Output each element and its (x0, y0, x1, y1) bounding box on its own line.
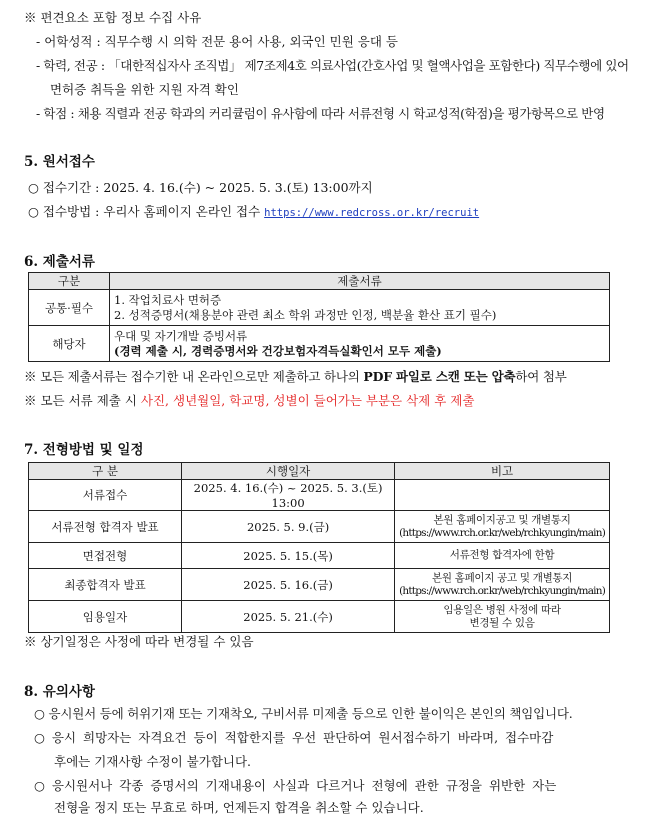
schedule-row (29, 601, 610, 633)
documents-note-redact-text: ※ 모든 서류 제출 시 (24, 393, 141, 408)
recruit-url-link[interactable]: https://www.redcross.or.kr/recruit (264, 207, 480, 219)
documents-note-pdf-text: ※ 모든 제출서류는 접수기한 내 온라인으로만 제출하고 하나의 (24, 369, 364, 384)
caution-item-2-cont: 후에는 기재사항 수정이 불가합니다. (54, 754, 252, 769)
documents-common-line-2: 2. 성적증명서(채용분야 관련 최소 학위 과정만 인정, 백분율 환산 표기 필수) (114, 307, 497, 322)
section-8-title: 8. 유의사항 (24, 684, 95, 700)
application-period: ○ 접수기간 : 2025. 4. 16.(수) ~ 2025. 5. 3.(토) 13:00까지 (28, 180, 373, 195)
caution-item-3: ○ 응시원서나 각종 증명서의 기재내용이 사실과 다르거나 전형에 관한 규정을 위반한 자는 (34, 778, 557, 793)
schedule-header-note: 비고 (395, 463, 610, 480)
documents-table (28, 272, 610, 362)
documents-row-applicable-label: 해당자 (29, 326, 110, 362)
schedule-row-name: 서류접수 (29, 480, 182, 511)
schedule-table (28, 462, 610, 633)
documents-applicable-line-1: 우대 및 자기개발 증빙서류 (114, 328, 248, 343)
schedule-row (29, 543, 610, 569)
documents-common-line-1: 1. 작업치료사 면허증 (114, 292, 222, 307)
schedule-note-line-1: 본원 홈페이지공고 및 개별통지 (433, 513, 571, 526)
schedule-header-category: 구 분 (29, 463, 182, 480)
schedule-row-date: 2025. 5. 21.(수) (182, 601, 395, 633)
schedule-note-line-1: 본원 홈페이지 공고 및 개별통지 (432, 571, 573, 584)
documents-note-pdf-emphasis: PDF 파일로 스캔 또는 압축 (363, 369, 516, 384)
documents-header-category: 구분 (29, 273, 110, 290)
schedule-row-name: 면접전형 (29, 543, 182, 569)
schedule-row (29, 480, 610, 511)
schedule-row-name: 임용일자 (29, 601, 182, 633)
schedule-row-note (395, 601, 610, 633)
schedule-footnote: ※ 상기일정은 사정에 따라 변경될 수 있음 (24, 634, 254, 649)
documents-row-common-label: 공통·필수 (29, 290, 110, 326)
documents-row-common-content (110, 290, 610, 326)
schedule-row-date: 2025. 5. 9.(금) (182, 511, 395, 543)
application-method-label: ○ 접수방법 : 우리사 홈페이지 온라인 접수 (28, 204, 261, 219)
caution-item-1: ○ 응시원서 등에 허위기재 또는 기재착오, 구비서류 미제출 등으로 인한 불이익은 본인의 책임입니다. (34, 706, 573, 721)
documents-row-applicable-content (110, 326, 610, 362)
documents-note-pdf (24, 367, 567, 385)
section-7-title: 7. 전형방법 및 일정 (24, 442, 144, 458)
schedule-note-line-1: 임용일은 병원 사정에 따라 (443, 603, 561, 616)
section-5-title: 5. 원서접수 (24, 154, 95, 170)
schedule-note-url: (https://www.rch.or.kr/web/rchkyungin/main) (399, 526, 605, 539)
schedule-row-note: 서류전형 합격자에 한함 (395, 543, 610, 569)
schedule-row-name: 최종합격자 발표 (29, 569, 182, 601)
schedule-row-date: 2025. 4. 16.(수) ~ 2025. 5. 3.(토) 13:00 (182, 480, 395, 511)
bias-info-item-education: - 학력, 전공 : 「대한적십자사 조직법」 제7조제4호 의료사업(간호사업 및 혈액사업을 포함한다) 직무수행에 있어 (36, 58, 629, 73)
bias-info-item-language: - 어학성적 : 직무수행 시 의학 전문 용어 사용, 외국인 민원 응대 등 (36, 34, 398, 49)
schedule-row-date: 2025. 5. 16.(금) (182, 569, 395, 601)
schedule-row-note (395, 569, 610, 601)
bias-info-item-education-cont: 면허증 취득을 위한 지원 자격 확인 (50, 82, 239, 97)
bias-info-heading: ※ 편견요소 포함 정보 수집 사유 (24, 10, 202, 25)
documents-note-redact (24, 391, 474, 409)
schedule-row (29, 569, 610, 601)
caution-item-3-cont: 전형을 정지 또는 무효로 하며, 언제든지 합격을 취소할 수 있습니다. (54, 800, 424, 815)
schedule-header-date: 시행일자 (182, 463, 395, 480)
schedule-row-note (395, 480, 610, 511)
schedule-row (29, 511, 610, 543)
documents-note-redact-emphasis: 사진, 생년월일, 학교명, 성별이 들어가는 부분은 삭제 후 제출 (140, 393, 475, 408)
schedule-note-line-2: 변경될 수 있음 (469, 616, 535, 629)
documents-applicable-line-2: (경력 제출 시, 경력증명서와 건강보험자격득실확인서 모두 제출) (114, 343, 442, 358)
documents-header-documents: 제출서류 (110, 273, 610, 290)
schedule-note-url: (https://www.rch.or.kr/web/rchkyungin/main) (399, 584, 605, 597)
caution-item-2: ○ 응시 희망자는 자격요건 등이 적합한지를 우선 판단하여 원서접수하기 바라며, 접수마감 (34, 730, 554, 745)
schedule-row-date: 2025. 5. 15.(목) (182, 543, 395, 569)
bias-info-item-gpa: - 학점 : 채용 직렬과 전공 학과의 커리큘럼이 유사함에 따라 서류전형 시 학교성적(학점)을 평가항목으로 반영 (36, 106, 605, 121)
schedule-row-name: 서류전형 합격자 발표 (29, 511, 182, 543)
application-method (28, 202, 479, 220)
section-6-title: 6. 제출서류 (24, 254, 95, 270)
documents-note-pdf-tail: 하여 첨부 (515, 369, 567, 384)
schedule-row-note (395, 511, 610, 543)
